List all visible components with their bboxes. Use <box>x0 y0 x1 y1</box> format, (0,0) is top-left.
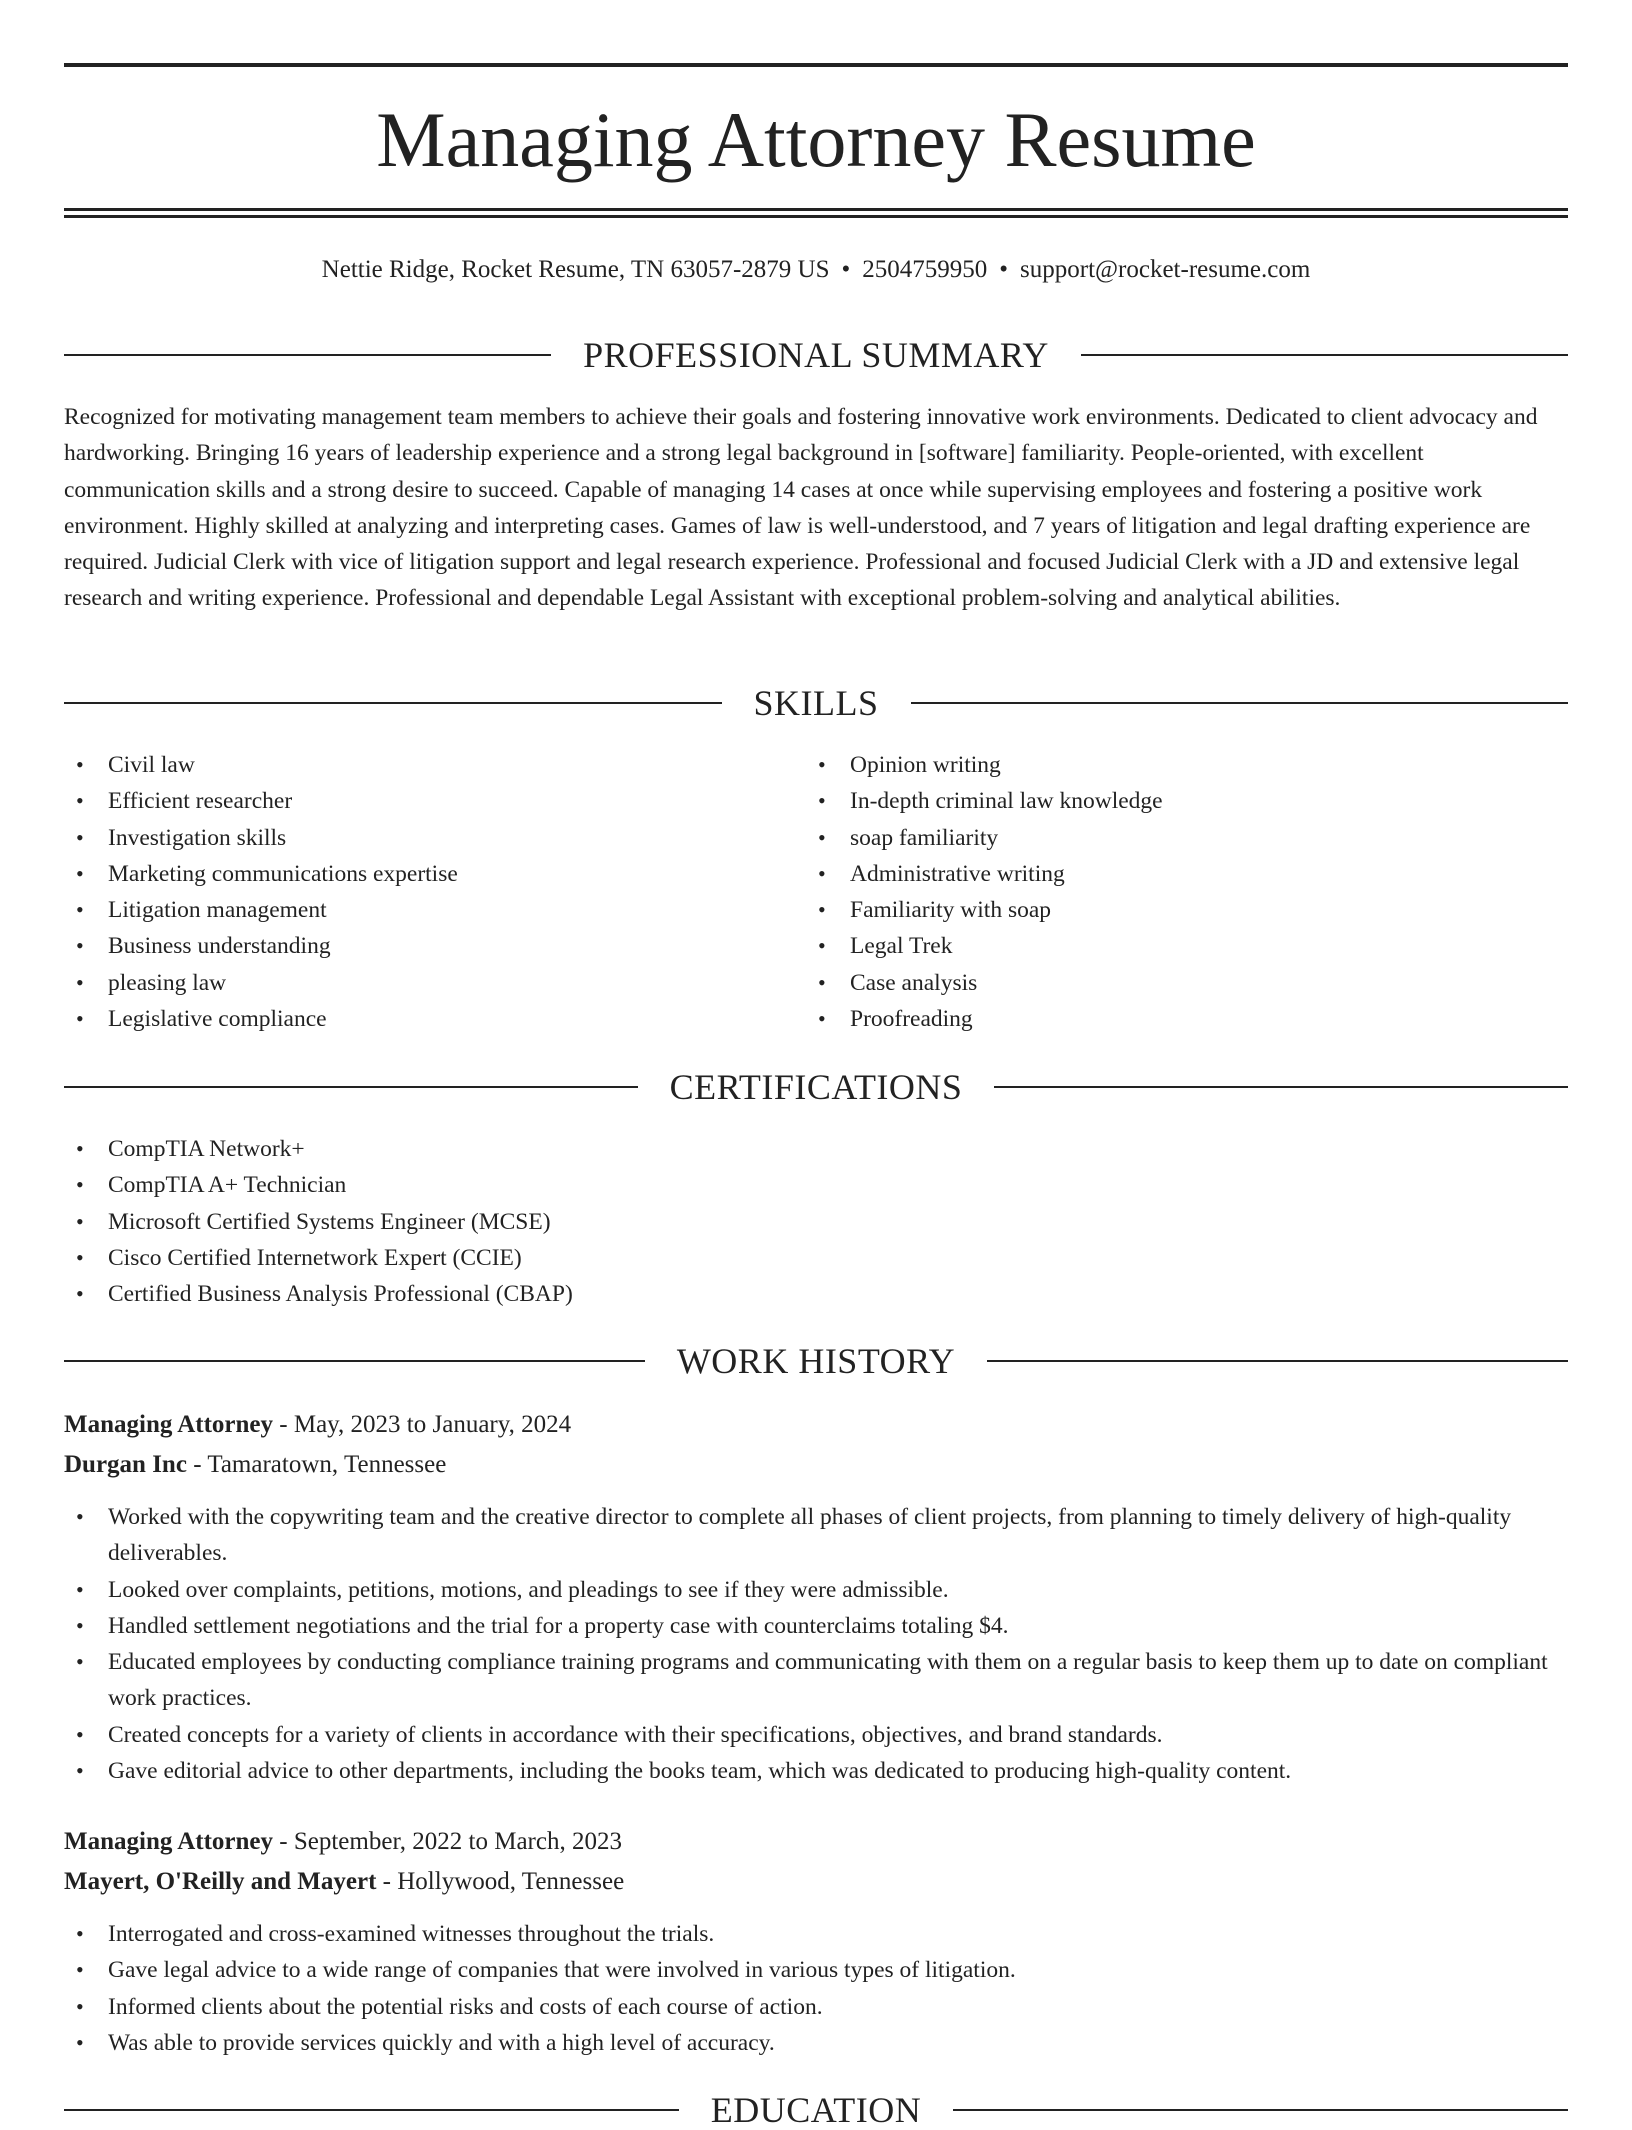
job-duty-item: • Informed clients about the potential risks and costs of each course of action. <box>64 1989 1568 2025</box>
job-location: Tamaratown, Tennessee <box>207 1451 447 1478</box>
contact-phone[interactable]: 2504759950 <box>862 256 988 283</box>
skills-heading <box>64 683 1568 723</box>
certification-item: • Cisco Certified Internetwork Expert (CCIE) <box>64 1240 1568 1276</box>
certification-item: • CompTIA Network+ <box>64 1131 1568 1167</box>
skill-item: • Opinion writing <box>806 747 1566 783</box>
job-company-line: Mayert, O'Reilly and Mayert - Hollywood, Tennessee <box>64 1868 625 1895</box>
skill-item: • Familiarity with soap <box>806 892 1566 928</box>
certifications-heading-label: CERTIFICATIONS <box>669 1067 963 1107</box>
work-history-heading <box>64 1341 1568 1381</box>
skill-item: • Civil law <box>64 747 804 783</box>
job-company: Mayert, O'Reilly and Mayert <box>64 1868 377 1895</box>
skill-item: • soap familiarity <box>806 820 1566 856</box>
heading-rule <box>64 354 551 356</box>
heading-rule <box>64 2109 679 2111</box>
skill-item: • Efficient researcher <box>64 783 804 819</box>
job-duty-item: • Created concepts for a variety of clients in accordance with their specifications, objectives, and brand standards. <box>64 1717 1568 1753</box>
heading-rule <box>953 2109 1568 2111</box>
contact-line <box>64 252 1568 288</box>
certification-item: • Microsoft Certified Systems Engineer (MCSE) <box>64 1204 1568 1240</box>
job-dates: May, 2023 to January, 2024 <box>293 1411 572 1438</box>
contact-email[interactable]: support@rocket-resume.com <box>1020 256 1311 283</box>
job-duty-item: • Educated employees by conducting compliance training programs and communicating with them on a regular basis to keep them up to date on compliant work practices. <box>64 1644 1568 1717</box>
skill-item: • Legal Trek <box>806 928 1566 964</box>
certifications-list <box>64 1131 1568 1312</box>
contact-address: Nettie Ridge, Rocket Resume, TN 63057-2879 US <box>321 256 830 283</box>
skill-item: • Marketing communications expertise <box>64 856 804 892</box>
job-duties-list <box>64 1499 1568 1789</box>
job-duty-item: • Was able to provide services quickly and with a high level of accuracy. <box>64 2025 1568 2061</box>
summary-heading-label: PROFESSIONAL SUMMARY <box>583 335 1049 375</box>
job-duties-list <box>64 1916 1568 2061</box>
job-title: Managing Attorney <box>64 1828 274 1855</box>
heading-rule <box>64 702 722 704</box>
heading-rule <box>1081 354 1568 356</box>
skill-item: • Litigation management <box>64 892 804 928</box>
work-history-heading-label: WORK HISTORY <box>676 1341 956 1381</box>
job-duty-item: • Gave legal advice to a wide range of companies that were involved in various types of litigation. <box>64 1952 1568 1988</box>
job-company-line: Durgan Inc - Tamaratown, Tennessee <box>64 1451 447 1478</box>
resume-title: Managing Attorney Resume <box>376 96 1256 183</box>
certification-item: • CompTIA A+ Technician <box>64 1167 1568 1203</box>
summary-heading <box>64 335 1568 375</box>
skill-item: • Proofreading <box>806 1001 1566 1037</box>
job-title: Managing Attorney <box>64 1411 274 1438</box>
job-dates: September, 2022 to March, 2023 <box>293 1828 622 1855</box>
job-duty-item: • Worked with the copywriting team and the creative director to complete all phases of client projects, from planning to timely delivery of high-quality deliverables. <box>64 1499 1568 1572</box>
job-duty-item: • Interrogated and cross-examined witnesses throughout the trials. <box>64 1916 1568 1952</box>
skill-item: • In-depth criminal law knowledge <box>806 783 1566 819</box>
job-duty-item: • Looked over complaints, petitions, motions, and pleadings to see if they were admissible. <box>64 1572 1568 1608</box>
job-location: Hollywood, Tennessee <box>397 1868 625 1895</box>
summary-text: Recognized for motivating management team members to achieve their goals and fostering innovative work environments. Dedicated to client advocacy and hardworking. Bringing 16 years of leadership experience and a strong legal background in [software] familiarity. People-oriented, with excellent communication skills and a strong desire to succeed. Capable of managing 14 cases at once while supervising employees and fostering a positive work environment. Highly skilled at analyzing and interpreting cases. Games of law is well-understood, and 7 years of litigation and legal drafting experience are required. Judicial Clerk with vice of litigation support and legal research experience. Professional and focused Judicial Clerk with a JD and extensive legal research and writing experience. Professional and dependable Legal Assistant with exceptional problem-solving and analytical abilities. <box>64 404 1538 612</box>
skill-item: • pleasing law <box>64 965 804 1001</box>
job-company: Durgan Inc <box>64 1451 187 1478</box>
job-title-line: Managing Attorney - September, 2022 to March, 2023 <box>64 1828 622 1855</box>
heading-rule <box>987 1360 1568 1362</box>
skills-list-right <box>806 747 1566 1037</box>
contact-separator: • <box>999 256 1009 283</box>
top-rule <box>64 63 1568 67</box>
certifications-heading <box>64 1067 1568 1107</box>
heading-rule <box>911 702 1569 704</box>
contact-separator: • <box>841 256 851 283</box>
skill-item: • Business understanding <box>64 928 804 964</box>
education-heading <box>64 2090 1568 2130</box>
heading-rule <box>64 1086 638 1088</box>
job-duty-item: • Gave editorial advice to other departments, including the books team, which was dedicated to producing high-quality content. <box>64 1753 1568 1789</box>
heading-rule <box>64 1360 645 1362</box>
title-double-rule <box>64 208 1568 218</box>
certification-item: • Certified Business Analysis Professional (CBAP) <box>64 1276 1568 1312</box>
skill-item: • Legislative compliance <box>64 1001 804 1037</box>
skill-item: • Investigation skills <box>64 820 804 856</box>
heading-rule <box>994 1086 1568 1088</box>
skills-list-left <box>64 747 804 1037</box>
job-duty-item: • Handled settlement negotiations and the trial for a property case with counterclaims totaling $4. <box>64 1608 1568 1644</box>
education-heading-label: EDUCATION <box>710 2090 922 2130</box>
skill-item: • Administrative writing <box>806 856 1566 892</box>
skills-heading-label: SKILLS <box>753 683 879 723</box>
job-title-line: Managing Attorney - May, 2023 to January, 2024 <box>64 1411 572 1438</box>
skill-item: • Case analysis <box>806 965 1566 1001</box>
